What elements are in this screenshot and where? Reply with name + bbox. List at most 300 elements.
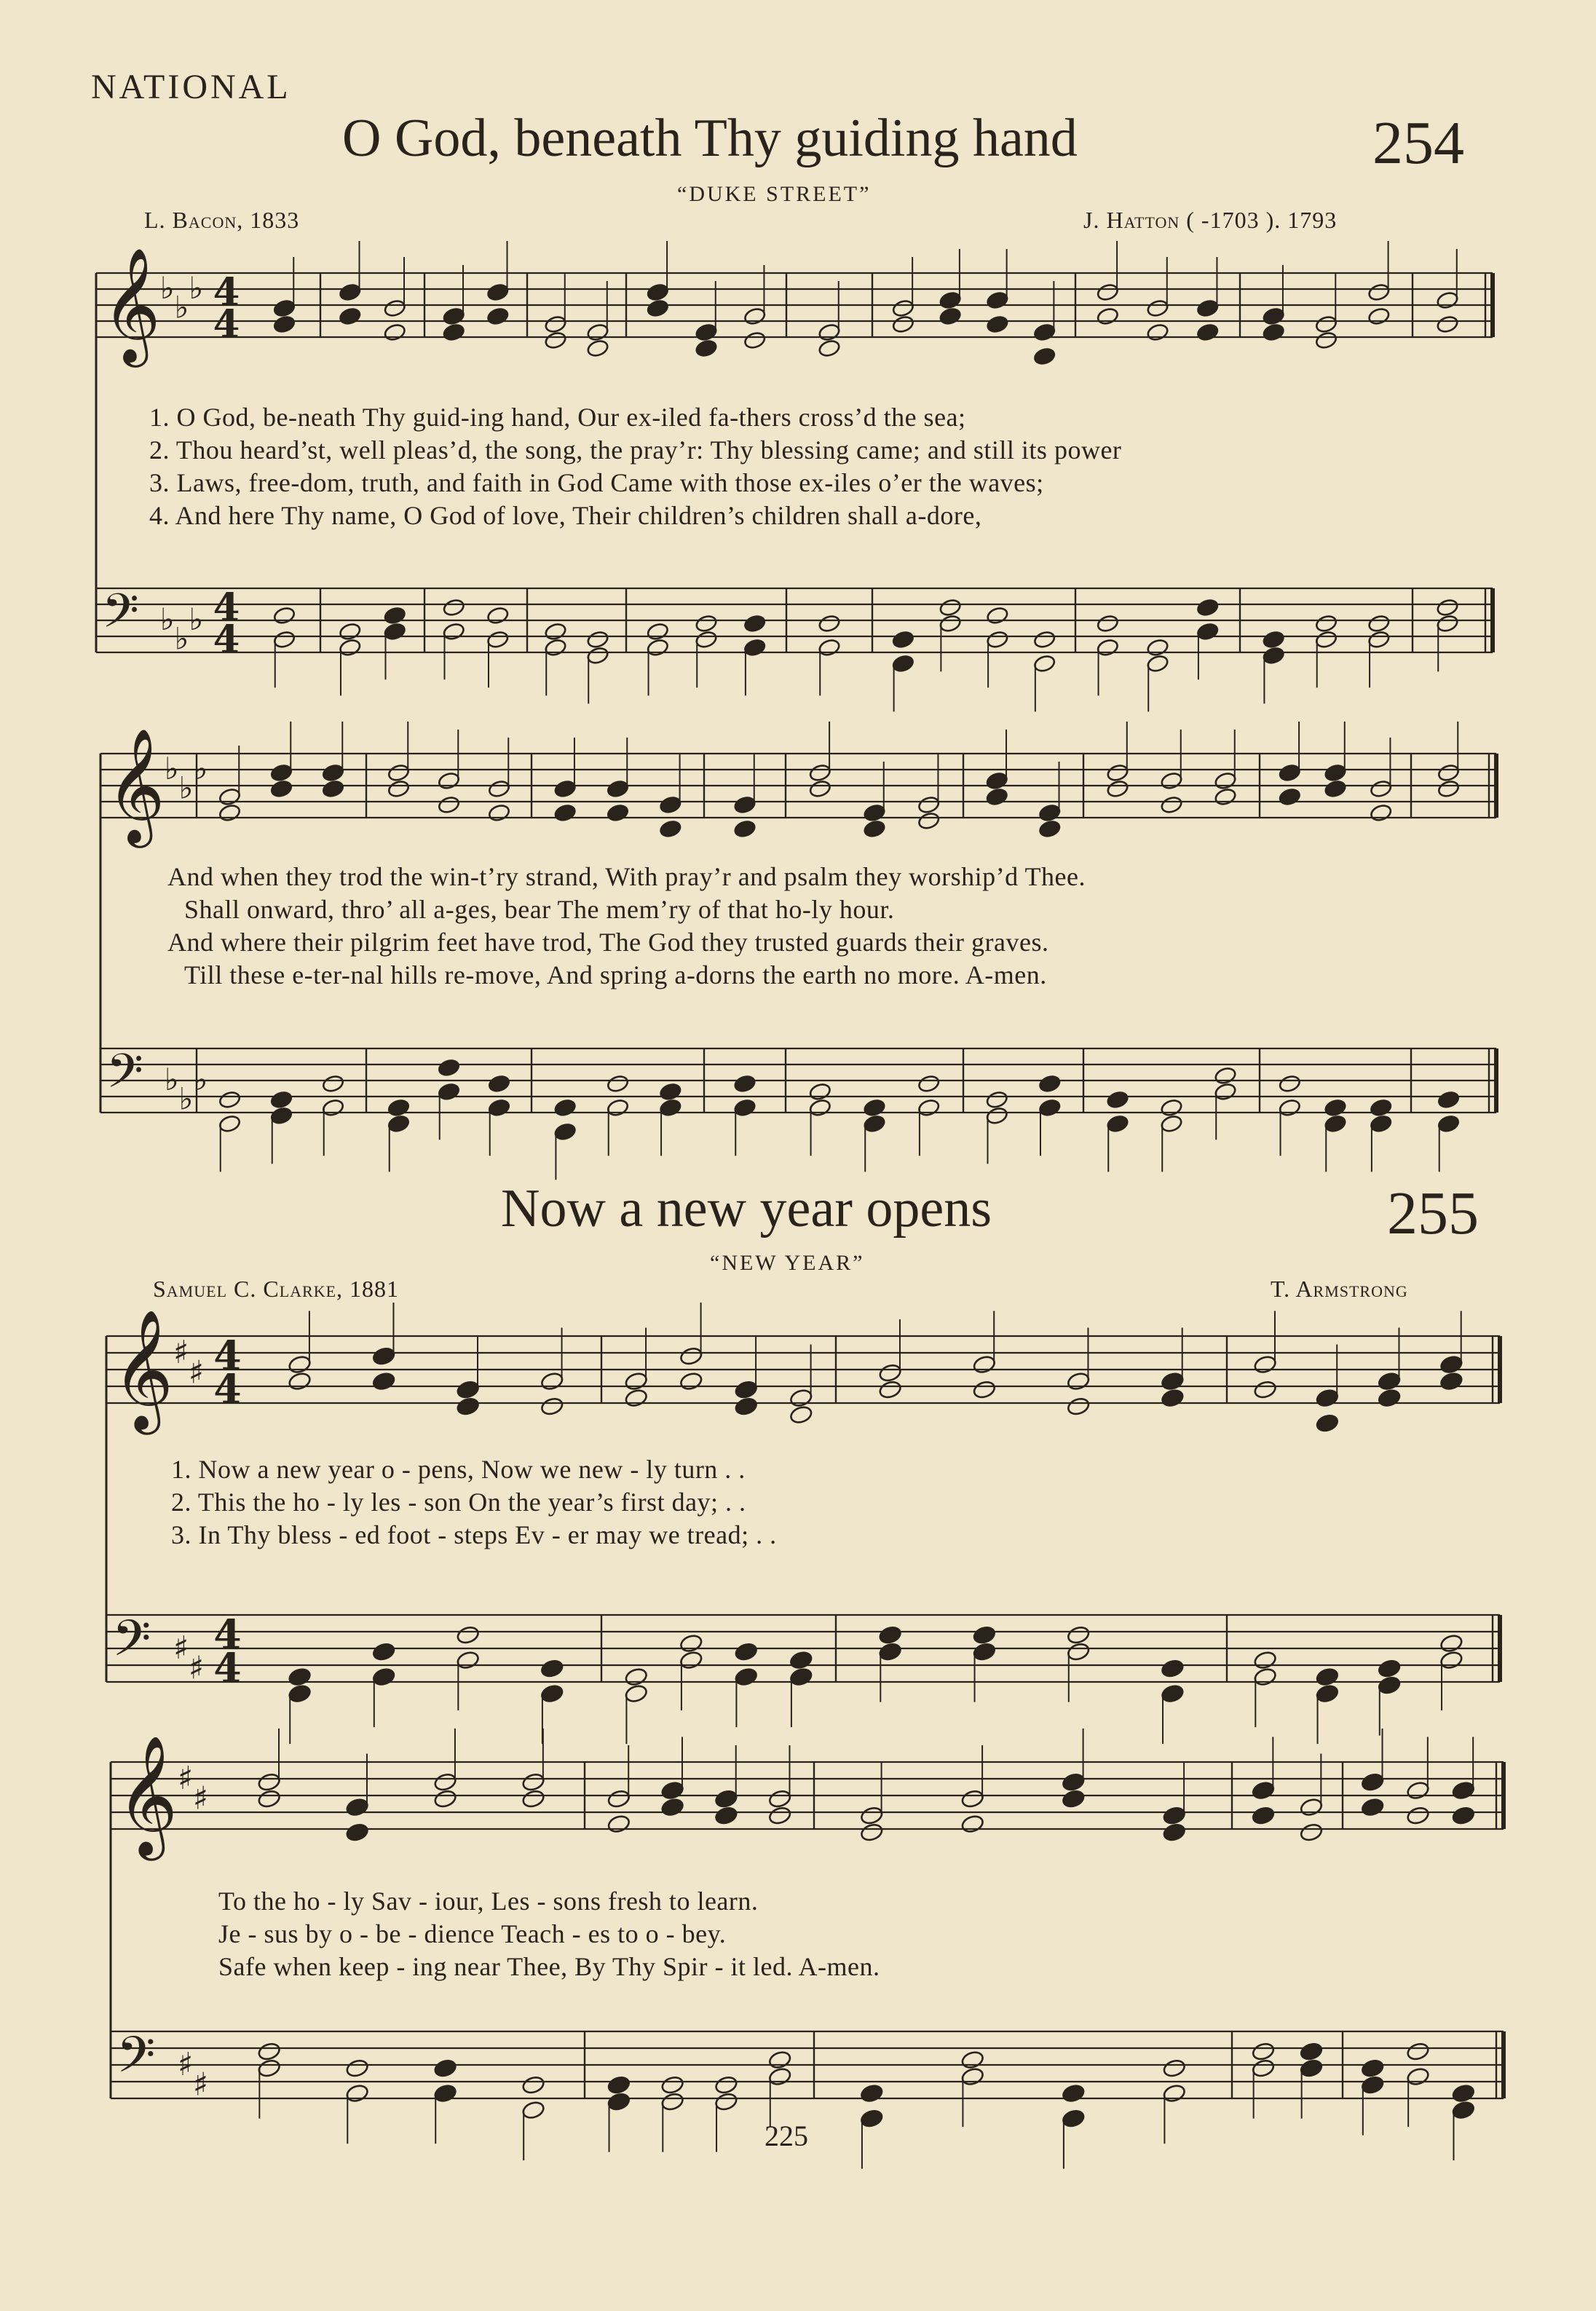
treble-note	[767, 1789, 791, 1809]
treble-note	[1033, 323, 1056, 342]
bass-note	[646, 638, 669, 657]
bass-note	[586, 646, 609, 665]
treble-note	[1262, 323, 1285, 342]
treble-note	[863, 819, 886, 839]
bass-note	[339, 622, 362, 641]
treble-note	[486, 283, 510, 302]
sharp-icon: ♯	[173, 1333, 189, 1371]
treble-note	[734, 1397, 758, 1417]
bass-clef-icon: 𝄢	[102, 582, 139, 650]
treble-note	[646, 299, 669, 318]
bass-note	[679, 1650, 703, 1670]
treble-note	[985, 771, 1008, 791]
treble-note	[1315, 315, 1338, 334]
treble-note	[488, 779, 511, 799]
bass-note	[586, 630, 609, 649]
treble-note	[1162, 1806, 1186, 1826]
bass-note	[1437, 1114, 1461, 1134]
treble-note	[1161, 1371, 1185, 1391]
bass-note	[488, 1098, 511, 1118]
flat-icon: ♭	[189, 270, 204, 307]
treble-note	[985, 787, 1008, 807]
treble-note	[438, 771, 461, 791]
treble-note	[1451, 1806, 1475, 1826]
bass-note	[939, 598, 962, 617]
treble-note	[1251, 1806, 1275, 1826]
bass-note	[660, 2092, 684, 2112]
treble-note	[1437, 779, 1461, 799]
bass-note	[544, 622, 567, 641]
treble-note	[442, 323, 465, 342]
treble-note	[270, 779, 293, 799]
time-signature: 4	[213, 617, 240, 662]
bass-note	[486, 606, 510, 625]
bass-note	[486, 630, 510, 649]
treble-note	[1315, 1413, 1339, 1434]
bass-note	[1324, 1114, 1347, 1134]
bass-note	[818, 614, 841, 633]
treble-note	[339, 307, 362, 326]
lyric-line: 3. In Thy bless - ed foot - steps Ev - er may we tread; . .	[171, 1520, 777, 1549]
bass-note	[1251, 2058, 1275, 2079]
treble-clef-icon: 𝄞	[112, 1308, 174, 1430]
bass-note	[1439, 1633, 1463, 1654]
treble-note	[1406, 1806, 1430, 1826]
treble-note	[972, 1380, 996, 1400]
treble-note	[695, 339, 718, 358]
treble-note	[1315, 1388, 1339, 1408]
bass-note	[808, 1098, 831, 1118]
bass-note	[218, 1114, 242, 1134]
treble-note	[917, 811, 941, 831]
treble-note	[733, 795, 756, 815]
hymn-number: 255	[1387, 1180, 1479, 1247]
treble-note	[322, 779, 345, 799]
time-signature: 4	[213, 1645, 242, 1692]
treble-note	[371, 1346, 395, 1367]
bass-note	[646, 622, 669, 641]
words-credit: Samuel C. Clarke, 1881	[153, 1276, 400, 1302]
bass-note	[433, 2058, 457, 2079]
treble-note	[860, 1822, 884, 1843]
bass-note	[1278, 1074, 1301, 1094]
sharp-icon: ♯	[188, 1354, 204, 1391]
bass-note	[1214, 1066, 1237, 1086]
flat-icon: ♭	[165, 751, 179, 787]
bass-note	[1162, 2058, 1186, 2079]
time-signature: 4	[213, 269, 240, 315]
bass-note	[624, 1683, 648, 1704]
treble-note	[1439, 1371, 1463, 1391]
treble-note	[1377, 1388, 1401, 1408]
bass-note	[607, 2092, 631, 2112]
treble-note	[891, 315, 914, 334]
treble-note	[257, 1789, 281, 1809]
treble-note	[1196, 323, 1220, 342]
bass-note	[1367, 630, 1391, 649]
treble-note	[659, 795, 682, 815]
bass-note	[456, 1650, 480, 1670]
bass-note	[660, 2075, 684, 2095]
flat-icon: ♭	[189, 601, 204, 638]
bass-note	[1253, 1650, 1277, 1670]
treble-note	[1278, 787, 1301, 807]
bass-note	[1278, 1098, 1301, 1118]
treble-note	[939, 307, 962, 326]
treble-note	[860, 1806, 884, 1826]
bass-note	[1437, 1090, 1461, 1110]
treble-note	[1406, 1780, 1430, 1801]
treble-note	[607, 1814, 631, 1834]
treble-note	[1161, 1388, 1185, 1408]
bass-note	[540, 1659, 564, 1679]
treble-note	[322, 763, 345, 783]
lyric-line: Je - sus by o - be - dience Teach - es to o - bey.	[218, 1919, 727, 1948]
bass-note	[695, 630, 718, 649]
bass-note	[1324, 1098, 1347, 1118]
treble-note	[818, 323, 841, 342]
bass-note	[270, 1106, 293, 1126]
treble-note	[433, 1789, 457, 1809]
treble-note	[218, 787, 242, 807]
bass-note	[1315, 1667, 1339, 1687]
bass-note	[442, 622, 465, 641]
bass-note	[1066, 1642, 1090, 1662]
bass-note	[960, 2066, 984, 2087]
bass-note	[257, 2058, 281, 2079]
treble-note	[1367, 283, 1391, 302]
treble-note	[607, 779, 630, 799]
bass-note	[917, 1098, 941, 1118]
bass-note	[1451, 2083, 1475, 2103]
treble-note	[1437, 763, 1461, 783]
lyric-line: Shall onward, thro’ all a-ges, bear The mem’ry of that ho-ly hour.	[184, 895, 895, 924]
bass-note	[878, 1642, 902, 1662]
lyric-line: 2. This the ho - ly les - son On the year’s first day; . .	[171, 1488, 746, 1517]
bass-note	[1196, 598, 1220, 617]
bass-note	[270, 1090, 293, 1110]
lyric-line: Safe when keep - ing near Thee, By Thy Spir - it led. A-men.	[218, 1952, 880, 1981]
section-label: NATIONAL	[91, 68, 291, 106]
bass-note	[1370, 1098, 1393, 1118]
tune-name: “DUKE STREET”	[677, 182, 872, 206]
bass-note	[695, 614, 718, 633]
treble-note	[456, 1397, 480, 1417]
bass-note	[986, 630, 1009, 649]
treble-note	[486, 307, 510, 326]
bass-note	[1377, 1659, 1401, 1679]
treble-note	[1360, 1772, 1384, 1793]
bass-note	[371, 1642, 395, 1662]
treble-note	[387, 779, 411, 799]
flat-icon: ♭	[178, 770, 194, 806]
treble-note	[553, 803, 577, 823]
bass-note	[553, 1122, 577, 1142]
bass-clef-icon: 𝄢	[116, 2026, 156, 2096]
treble-note	[1299, 1797, 1323, 1817]
bass-note	[1096, 614, 1119, 633]
bass-note	[218, 1090, 242, 1110]
flat-icon: ♭	[160, 601, 175, 638]
bass-note	[714, 2092, 738, 2112]
bass-note	[345, 2058, 369, 2079]
treble-note	[1062, 1789, 1086, 1809]
bass-note	[659, 1098, 682, 1118]
bass-note	[939, 614, 962, 633]
treble-note	[960, 1814, 984, 1834]
bass-note	[1439, 1650, 1463, 1670]
bass-note	[521, 2100, 545, 2120]
lyric-line: To the ho - ly Sav - iour, Les - sons fresh to learn.	[218, 1887, 759, 1916]
bass-note	[1377, 1675, 1401, 1696]
bass-note	[273, 630, 296, 649]
bass-note	[544, 638, 567, 657]
bass-note	[540, 1683, 564, 1704]
bass-note	[863, 1098, 886, 1118]
bass-note	[1370, 1114, 1393, 1134]
time-signature: 4	[213, 301, 240, 347]
bass-note	[1214, 1082, 1237, 1102]
treble-note	[1162, 1822, 1186, 1843]
treble-note	[1106, 763, 1129, 783]
treble-note	[586, 339, 609, 358]
bass-note	[1033, 654, 1056, 673]
sharp-icon: ♯	[192, 2066, 208, 2103]
treble-note	[767, 1806, 791, 1826]
treble-note	[288, 1371, 312, 1391]
treble-note	[288, 1354, 312, 1375]
bass-note	[607, 2075, 631, 2095]
tune-name: “NEW YEAR”	[710, 1251, 865, 1275]
treble-note	[442, 307, 465, 326]
bass-note	[789, 1650, 813, 1670]
bass-note	[891, 630, 914, 649]
treble-note	[1038, 819, 1062, 839]
treble-note	[345, 1797, 369, 1817]
bass-note	[288, 1683, 312, 1704]
treble-note	[273, 299, 296, 318]
treble-note	[488, 803, 511, 823]
bass-note	[878, 1625, 902, 1646]
lyric-line: And when they trod the win-t’ry strand, With pray’r and psalm they worship’d Thee.	[167, 862, 1086, 891]
bass-note	[1262, 630, 1285, 649]
bass-note	[1038, 1074, 1062, 1094]
bass-note	[1299, 2058, 1323, 2079]
bass-note	[767, 2050, 791, 2070]
sharp-icon: ♯	[192, 1779, 208, 1817]
treble-note	[789, 1405, 813, 1425]
treble-note	[1253, 1354, 1277, 1375]
treble-clef-icon: 𝄞	[102, 247, 161, 363]
flat-icon: ♭	[193, 751, 208, 787]
time-signature: 4	[213, 585, 240, 630]
bass-note	[860, 2083, 884, 2103]
bass-note	[1162, 2083, 1186, 2103]
treble-note	[1451, 1780, 1475, 1801]
bass-note	[438, 1058, 461, 1078]
treble-note	[1262, 307, 1285, 326]
treble-note	[624, 1371, 648, 1391]
bass-note	[917, 1074, 941, 1094]
treble-note	[659, 819, 682, 839]
bass-note	[860, 2109, 884, 2129]
treble-note	[1062, 1772, 1086, 1793]
treble-note	[733, 819, 756, 839]
bass-note	[1161, 1683, 1185, 1704]
treble-clef-icon: 𝄞	[106, 727, 165, 844]
treble-note	[986, 315, 1009, 334]
bass-note	[1451, 2100, 1475, 2120]
music-credit: J. Hatton ( -1703 ). 1793	[1083, 207, 1338, 233]
bass-note	[322, 1074, 345, 1094]
flat-icon: ♭	[174, 620, 189, 657]
sharp-icon: ♯	[178, 1759, 194, 1797]
treble-note	[553, 779, 577, 799]
treble-note	[743, 331, 767, 350]
bass-clef-icon: 𝄢	[112, 1609, 151, 1680]
treble-note	[456, 1380, 480, 1400]
treble-note	[1370, 803, 1393, 823]
treble-note	[1146, 323, 1169, 342]
bass-note	[734, 1667, 758, 1687]
bass-note	[387, 1098, 411, 1118]
treble-note	[1196, 299, 1220, 318]
treble-note	[383, 299, 406, 318]
bass-note	[273, 606, 296, 625]
bass-note	[1096, 638, 1119, 657]
treble-note	[714, 1789, 738, 1809]
treble-note	[679, 1346, 703, 1367]
treble-note	[1436, 291, 1459, 310]
treble-note	[345, 1822, 369, 1843]
treble-note	[1066, 1371, 1090, 1391]
treble-note	[544, 315, 567, 334]
bass-note	[438, 1082, 461, 1102]
treble-note	[660, 1797, 684, 1817]
flat-icon: ♭	[174, 289, 189, 325]
treble-note	[339, 283, 362, 302]
treble-note	[878, 1363, 902, 1383]
treble-note	[1251, 1780, 1275, 1801]
bass-note	[521, 2075, 545, 2095]
treble-note	[521, 1789, 545, 1809]
bass-note	[1146, 638, 1169, 657]
treble-note	[1367, 307, 1391, 326]
hymn-title: O God, beneath Thy guiding hand	[342, 108, 1078, 168]
bass-note	[345, 2083, 369, 2103]
treble-note	[540, 1397, 564, 1417]
bass-note	[714, 2075, 738, 2095]
treble-note	[1096, 307, 1119, 326]
treble-note	[808, 779, 831, 799]
bass-note	[1262, 646, 1285, 665]
bass-note	[433, 2083, 457, 2103]
flat-icon: ♭	[178, 1081, 194, 1117]
bass-note	[960, 2050, 984, 2070]
treble-note	[1299, 1822, 1323, 1843]
bass-note	[624, 1667, 648, 1687]
bass-note	[387, 1114, 411, 1134]
lyric-line: And where their pilgrim feet have trod, The God they trusted guards their graves.	[167, 928, 1049, 957]
flat-icon: ♭	[193, 1062, 208, 1098]
treble-note	[660, 1780, 684, 1801]
bass-note	[1253, 1667, 1277, 1687]
bass-note	[257, 2042, 281, 2062]
treble-note	[1278, 763, 1301, 783]
treble-note	[1033, 347, 1056, 366]
time-signature: 4	[213, 1611, 242, 1659]
treble-note	[960, 1789, 984, 1809]
bass-note	[1406, 2042, 1430, 2062]
treble-note	[586, 323, 609, 342]
treble-note	[646, 283, 669, 302]
bass-note	[1066, 1625, 1090, 1646]
bass-note	[985, 1106, 1008, 1126]
time-signature: 4	[213, 1366, 242, 1413]
treble-note	[1106, 779, 1129, 799]
flat-icon: ♭	[160, 270, 175, 307]
treble-note	[218, 803, 242, 823]
treble-note	[438, 795, 461, 815]
treble-note	[1214, 787, 1237, 807]
bass-note	[1367, 614, 1391, 633]
treble-note	[695, 323, 718, 342]
music-credit: T. Armstrong	[1271, 1276, 1408, 1302]
words-credit: L. Bacon, 1833	[144, 207, 300, 233]
treble-note	[986, 291, 1009, 310]
bass-note	[733, 1098, 756, 1118]
bass-note	[972, 1625, 996, 1646]
treble-note	[679, 1371, 703, 1391]
bass-note	[1315, 1683, 1339, 1704]
bass-note	[1146, 654, 1169, 673]
bass-note	[1360, 2075, 1384, 2095]
treble-note	[1360, 1797, 1384, 1817]
treble-note	[1160, 795, 1183, 815]
bass-note	[1315, 630, 1338, 649]
bass-note	[679, 1633, 703, 1654]
bass-note	[659, 1082, 682, 1102]
bass-note	[743, 614, 767, 633]
bass-note	[1315, 614, 1338, 633]
bass-note	[1360, 2058, 1384, 2079]
bass-note	[607, 1074, 630, 1094]
bass-note	[1062, 2109, 1086, 2129]
treble-note	[1370, 779, 1393, 799]
time-signature: 4	[213, 1332, 242, 1380]
treble-note	[624, 1388, 648, 1408]
treble-note	[1439, 1354, 1463, 1375]
sharp-icon: ♯	[173, 1629, 189, 1667]
hymn-title: Now a new year opens	[501, 1179, 992, 1239]
bass-note	[743, 638, 767, 657]
bass-note	[985, 1090, 1008, 1110]
treble-note	[521, 1772, 545, 1793]
treble-note	[714, 1806, 738, 1826]
treble-note	[734, 1380, 758, 1400]
treble-note	[939, 291, 962, 310]
bass-note	[1106, 1114, 1129, 1134]
bass-note	[488, 1074, 511, 1094]
treble-note	[1214, 771, 1237, 791]
bass-note	[553, 1098, 577, 1118]
treble-note	[1436, 315, 1459, 334]
bass-note	[1160, 1114, 1183, 1134]
treble-note	[433, 1772, 457, 1793]
treble-note	[383, 323, 406, 342]
bass-note	[1406, 2066, 1430, 2087]
lyric-line: Till these e-ter-nal hills re-move, And spring a-dorns the earth no more. A-men.	[184, 960, 1047, 989]
